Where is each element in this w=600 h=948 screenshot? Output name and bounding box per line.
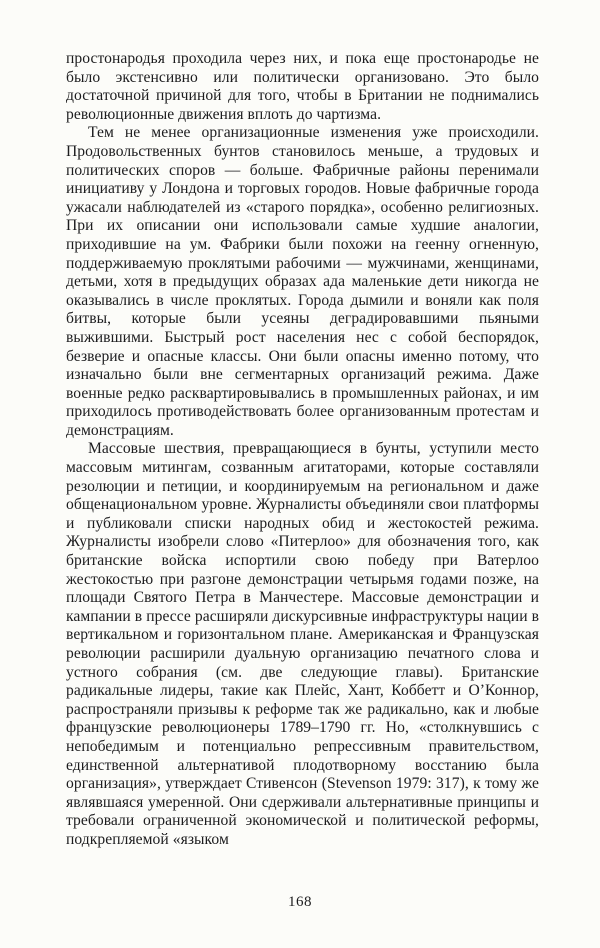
page-body	[66, 50, 539, 850]
paragraph: простонародья проходила через них, и пока еще простонародье не было экстенсивно или политически организовано. Это было достаточной причиной для того, чтобы в Британии не поднимались революционные движения вплоть до чартизма.	[66, 50, 539, 123]
paragraph: Тем не менее организационные изменения уже происходили. Продовольственных бунтов становилось меньше, а трудовых и политических споров — больше. Фабричные районы перенимали инициативу у Лондона и торговых городов. Новые фабричные города ужасали наблюдателей из «старого порядка», особенно религиозных. При их описании они использовали самые худшие аналогии, приходившие на ум. Фабрики были похожи на геенну огненную, поддерживаемую проклятыми рабочими — мужчинами, женщинами, детьми, хотя в предыдущих образах ада маленькие дети никогда не оказывались в числе проклятых. Города дымили и воняли как поля битвы, которые были усеяны деградировавшими пьяными выжившими. Быстрый рост населения нес с собой беспорядок, безверие и опасные классы. Они были опасны именно потому, что изначально были вне сегментарных организаций режима. Даже военные редко расквартировывались в промышленных районах, и им приходилось противодействовать более организованным протестам и демонстрациям.	[66, 124, 539, 439]
paragraph: Массовые шествия, превращающиеся в бунты, уступили место массовым митингам, созванным агитаторами, которые составляли резолюции и петиции, и координируемым на региональном и даже общенациональном уровне. Журналисты объединяли свои платформы и публиковали списки народных обид и жестокостей режима. Журналисты изобрели слово «Питерлоо» для обозначения того, как британские войска испортили свою победу при Ватерлоо жестокостью при разгоне демонстрации четырьмя годами позже, на площади Святого Петра в Манчестере. Массовые демонстрации и кампании в прессе расширяли дискурсивные инфраструктуры нации в вертикальном и горизонтальном плане. Американская и Французская революции расширили дуальную организацию печатного слова и устного собрания (см. две следующие главы). Британские радикальные лидеры, такие как Плейс, Хант, Коббетт и О’Коннор, распространяли призывы к реформе так же радикально, как и любые французские революционеры 1789–1790 гг. Но, «столкнувшись с непобедимым и потенциально репрессивным правительством, единственной альтернативой плодотворному восстанию была организация», утверждает Стивенсон (Stevenson 1979: 317), к тому же являвшаяся умеренной. Они сдерживали альтернативные принципы и требовали ограниченной экономической и политической реформы, подкрепляемой «языком	[66, 440, 539, 848]
page-number: 168	[288, 894, 312, 910]
